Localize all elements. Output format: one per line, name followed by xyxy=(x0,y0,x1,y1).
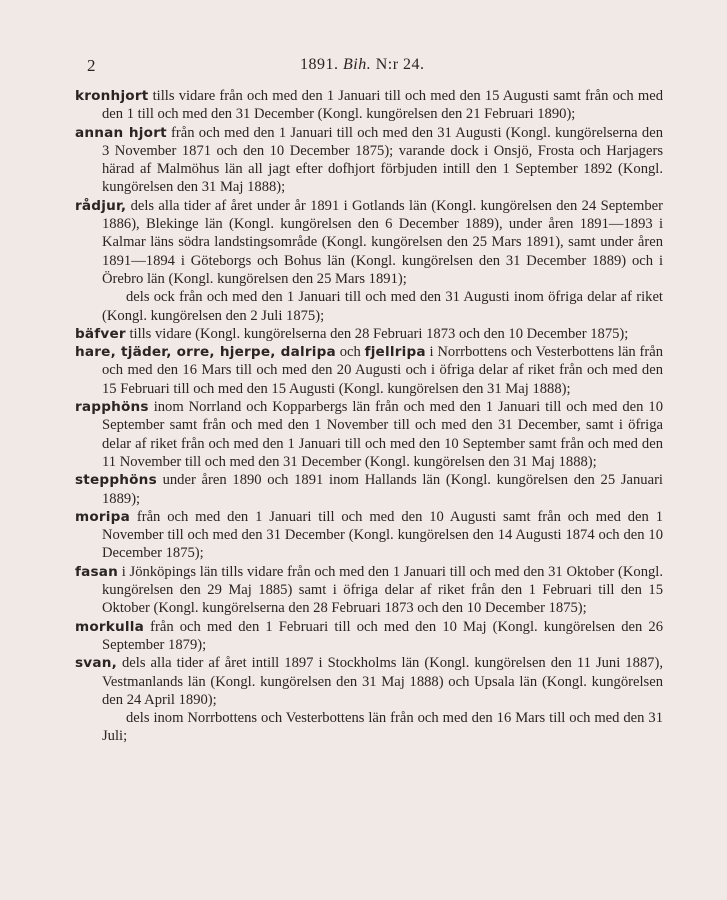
entry-text: från och med den 1 Februari till och med den 10 Maj (Kongl. kungörelsen den 26 September 1879); xyxy=(102,618,663,653)
entry-text: dels alla tider af året intill 1897 i Stockholms län (Kongl. kungörelsen den 11 Juni 1887), Vestmanlands län (Kongl. kungörelsen den 31 Maj 1888) och Upsala län (Kongl. kungörelsen den 24 April 1890); xyxy=(102,655,663,708)
running-head-series: Bih. xyxy=(343,56,372,73)
entry-radjur-continuation: dels ock från och med den 1 Januari till och med den 31 Augusti inom öfriga delar af riket (Kongl. kungörelsen den 2 Juli 1875); xyxy=(102,289,663,324)
running-head xyxy=(300,56,425,74)
entry-svan xyxy=(75,654,663,709)
entry-morkulla xyxy=(75,618,663,655)
entry-text: tills vidare (Kongl. kungörelserna den 28 Februari 1873 och den 10 December 1875); xyxy=(125,325,629,342)
entry-bafver xyxy=(75,325,663,343)
entry-radjur xyxy=(75,197,663,288)
page-header xyxy=(0,56,727,80)
entry-hare-tjader xyxy=(75,343,663,398)
entry-text: tills vidare från och med den 1 Januari till och med den 15 Augusti samt från och med den 1 till och med den 31 December (Kongl. kungörelsen den 21 Februari 1890); xyxy=(102,88,663,123)
entry-term: fasan xyxy=(75,563,119,580)
page-number: 2 xyxy=(87,56,96,75)
entry-term: stepphöns xyxy=(75,472,157,489)
document-body xyxy=(75,87,663,746)
entry-moripa xyxy=(75,508,663,563)
entry-term: rådjur, xyxy=(75,197,127,214)
running-head-number: N:r 24. xyxy=(375,56,425,73)
entry-text: under åren 1890 och 1891 inom Hallands län (Kongl. kungörelsen den 25 Januari 1889); xyxy=(102,472,663,507)
entry-term-secondary: fjellripa xyxy=(364,344,426,361)
entry-term: morkulla xyxy=(75,618,145,635)
entry-kronhjort xyxy=(75,87,663,124)
entry-svan-continuation: dels inom Norrbottens och Vesterbottens län från och med den 16 Mars till och med den 31 Juli; xyxy=(102,710,663,745)
entry-rapphons xyxy=(75,398,663,471)
entry-text: inom Norrland och Kopparbergs län från och med den 1 Januari till och med den 10 September samt från och med den 1 November till och med den 31 December, samt i öfriga delar af riket från och med den 1 Januari till och med den 10 September samt från och med den 11 November till och med den 31 December (Kongl. kungörelsen den 31 Maj 1888); xyxy=(102,399,663,470)
entry-fasan xyxy=(75,563,663,618)
running-head-year: 1891. xyxy=(300,56,339,73)
entry-connector: och xyxy=(335,344,365,361)
entry-text: i Norrbottens och Vesterbottens län från och med den 16 Mars till och med den 20 Augusti och i öfriga delar af riket från och med den 15 Februari till och med den 15 Augusti (Kongl. kungörelsen den 31 Maj 1888); xyxy=(102,344,664,397)
entry-term: bäfver xyxy=(75,325,126,342)
entry-term: kronhjort xyxy=(75,88,149,104)
entry-text: i Jönköpings län tills vidare från och med den 1 Januari till och med den 31 Oktober (Kongl. kungörelsen den 29 Maj 1885) samt i öfriga delar af riket från den 1 Februari till den 15 Oktober (Kongl. kungörelserna den 28 Februari 1873 och den 10 December 1875); xyxy=(102,563,663,617)
entry-stepphons xyxy=(75,471,663,508)
entry-term: svan, xyxy=(75,655,117,672)
entry-term: moripa xyxy=(75,508,130,525)
entry-annan-hjort xyxy=(75,124,663,197)
entry-text: från och med den 1 Januari till och med den 10 Augusti samt från och med den 1 November till och med den 31 December (Kongl. kungörelsen den 14 Augusti 1874 och den 10 December 1875); xyxy=(102,508,663,562)
entry-term: annan hjort xyxy=(75,124,167,141)
entry-term: rapphöns xyxy=(75,399,149,416)
entry-text: från och med den 1 Januari till och med den 31 Augusti (Kongl. kungörelserna den 3 November 1871 och den 10 December 1875); varande dock i Onsjö, Frosta och Harjagers härad af Malmöhus län all jagt efter dofhjort förbjuden intill den 1 September 1892 (Kongl. kungörelsen den 31 Maj 1888); xyxy=(102,124,663,196)
entry-term: hare, tjäder, orre, hjerpe, dalripa xyxy=(75,344,336,361)
entry-text: dels alla tider af året under år 1891 i Gotlands län (Kongl. kungörelsen den 24 September 1886), Blekinge län (Kongl. kungörelsen den 6 December 1889), under åren 1891—1893 i Kalmar läns södra landstingsområde (Kongl. kungörelsen den 25 Mars 1891), samt under åren 1891—1894 i Göteborgs och Bohus län (Kongl. kungörelsen den 31 December 1889) och i Örebro län (Kongl. kungörelsen den 25 Mars 1891); xyxy=(102,197,663,287)
